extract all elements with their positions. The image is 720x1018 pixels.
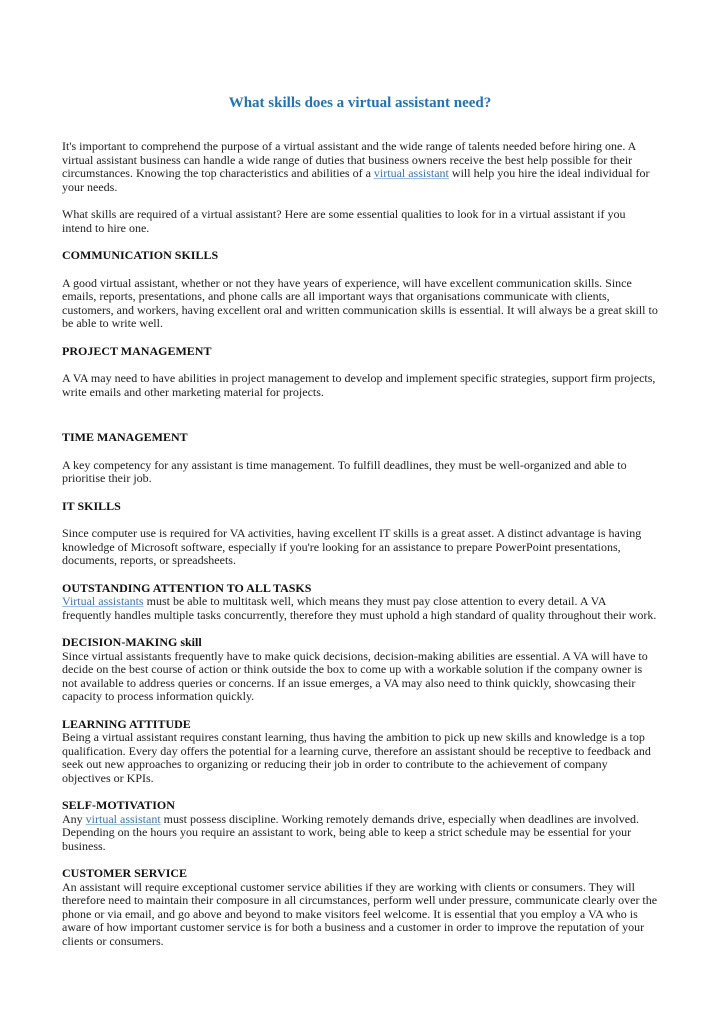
section-body-customer-service: An assistant will require exceptional customer service abilities if they are working with clients or consumers. They will therefore need to maintain their composure in all circumstances, perform well under pressure, communicate clearly over the phone or via email, and go above and beyond to make visitors feel welcome. It is essential that you employ a VA who is aware of how important customer service is for both a business and a customer in order to improve the reputation of your clients or consumers. <box>62 879 658 948</box>
section-body-outstanding-attention-text: must be able to multitask well, which means they must pay close attention to every detail. A VA frequently handles multiple tasks concurrently, therefore they must uphold a high standard of quality throughout their work. <box>62 594 657 622</box>
section-heading-time-management: TIME MANAGEMENT <box>62 430 188 444</box>
section-heading-customer-service: CUSTOMER SERVICE <box>62 866 188 880</box>
section-heading-self-motivation: SELF-MOTIVATION <box>62 798 175 812</box>
section-body-communication-skills: A good virtual assistant, whether or not they have years of experience, will have excellent communication skills. Since emails, reports, presentations, and phone calls are all important ways that organisations communicate with clients, customers, and workers, having excellent oral and written communication skills is essential. It will always be a great skill to be able to write well. <box>62 275 658 330</box>
section-heading-decision-making: DECISION-MAKING skill <box>62 635 202 649</box>
section-body-learning-attitude: Being a virtual assistant requires constant learning, thus having the ambition to pick up new skills and knowledge is a top qualification. Every day offers the potential for a learning curve, therefore an assistant should be receptive to feedback and seek out new approaches to organizing or reducing their job in order to contribute to the achievement of company objectives or KPIs. <box>62 730 651 785</box>
section-body-self-motivation-post: must possess discipline. Working remotely demands drive, especially when deadlines are involved. Depending on the hours you require an assistant to work, being able to keep a strict schedule may be essential for your business. <box>62 811 640 853</box>
section-body-it-skills: Since computer use is required for VA activities, having excellent IT skills is a great asset. A distinct advantage is having knowledge of Microsoft software, especially if you're looking for an assistance to prepare PowerPoint presentations, documents, reports, or spreadsheets. <box>62 526 642 567</box>
section-heading-it-skills: IT SKILLS <box>62 498 121 513</box>
section-body-project-management: A VA may need to have abilities in project management to develop and implement specific strategies, support firm projects, write emails and other marketing material for projects. <box>62 371 656 399</box>
intro-paragraph-1-post: will help you hire the ideal individual for your needs. <box>62 166 650 194</box>
intro-paragraph-1-pre: It's important to comprehend the purpose of a virtual assistant and the wide range of talents needed before hiring one. A virtual assistant business can handle a wide range of duties that business owners receive the best help possible for their circumstances. Knowing the top characteristics and abilities of a <box>62 139 636 180</box>
section-heading-learning-attitude: LEARNING ATTITUDE <box>62 716 191 731</box>
section-body-self-motivation <box>62 813 658 854</box>
section-body-self-motivation-pre: Any <box>62 811 86 826</box>
section-body-decision-making: Since virtual assistants frequently have to make quick decisions, decision-making abilities are essential. A VA will have to decide on the best course of action or think outside the box to come up with a workable solution if the company owner is not available to address queries or concerns. If an issue emerges, a VA may also need to think quickly, showcasing their capacity to process information quickly. <box>62 648 648 703</box>
virtual-assistant-link-intro[interactable]: virtual assistant <box>373 166 449 180</box>
section-heading-communication-skills: COMMUNICATION SKILLS <box>62 248 219 262</box>
intro-paragraph-2: What skills are required of a virtual assistant? Here are some essential qualities to look for in a virtual assistant if you intend to hire one. <box>62 207 626 235</box>
intro-paragraph-1 <box>62 140 658 194</box>
section-heading-project-management: PROJECT MANAGEMENT <box>62 343 212 358</box>
virtual-assistants-link-attention[interactable]: Virtual assistants <box>62 594 144 608</box>
section-body-time-management: A key competency for any assistant is time management. To fulfill deadlines, they must be well-organized and able to prioritise their job. <box>62 457 627 485</box>
virtual-assistant-link-self-motivation[interactable]: virtual assistant <box>85 811 161 826</box>
section-body-outstanding-attention <box>62 595 658 622</box>
document-title: What skills does a virtual assistant need? <box>228 95 492 111</box>
section-heading-outstanding-attention: OUTSTANDING ATTENTION TO ALL TASKS <box>62 580 312 595</box>
